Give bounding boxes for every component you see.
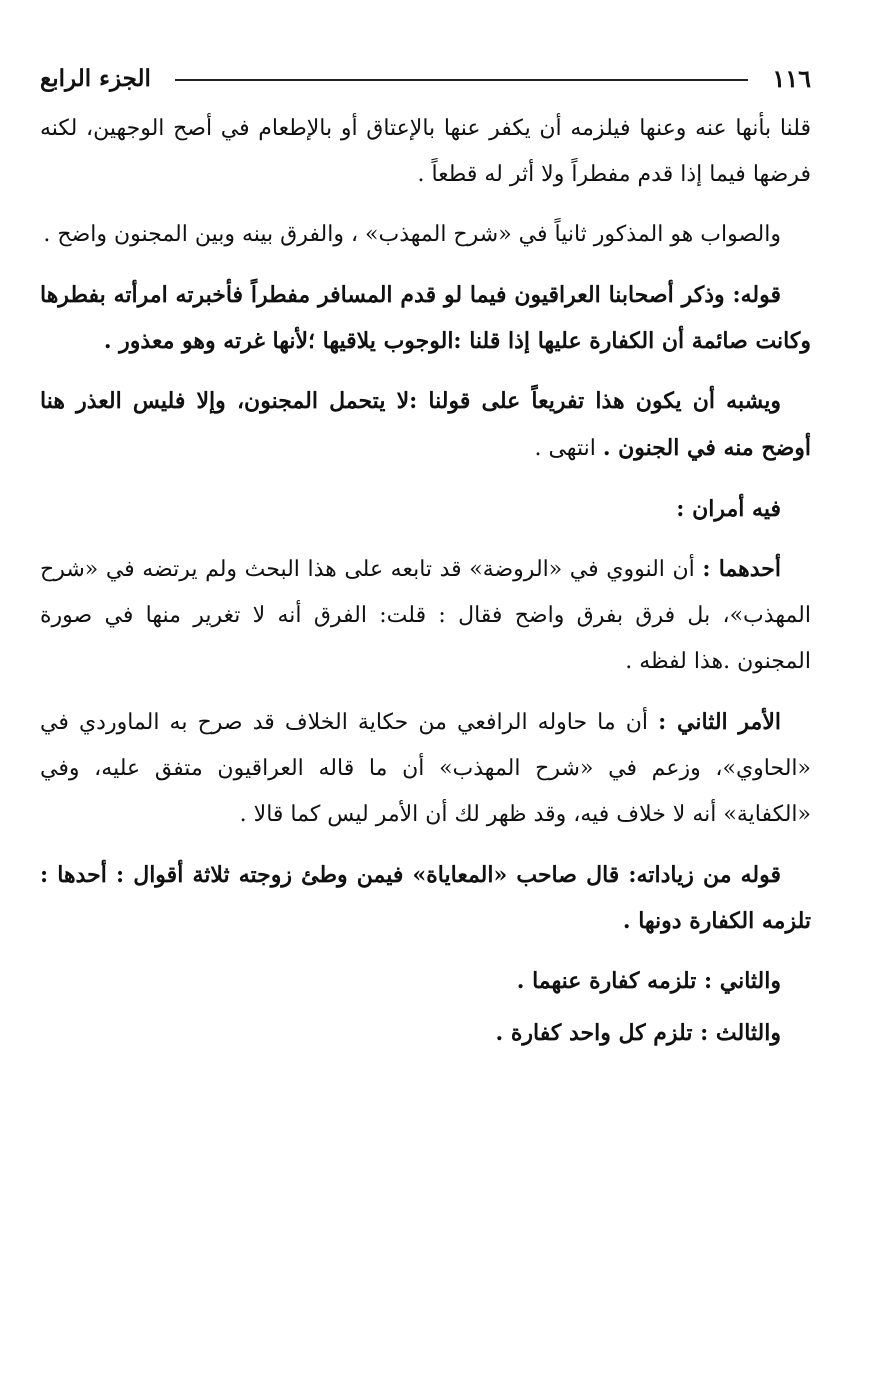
paragraph-lead: الأمر الثاني : xyxy=(658,709,781,735)
paragraph-lead: أحدهما : xyxy=(702,556,781,582)
quoted-paragraph: قوله من زياداته: قال صاحب «المعاياة» فيمن وطئ زوجته ثلاثة أقوال : أحدها : تلزمه الكفارة دونها . xyxy=(40,862,811,934)
paragraph xyxy=(40,699,811,838)
page-number: ١١٦ xyxy=(772,63,811,93)
paragraph xyxy=(40,546,811,685)
paragraph-body: أن النووي في «الروضة» قد تابعه على هذا البحث ولم يرتضه في «شرح المهذب»، بل فرق بفرق واضح فقال : قلت: الفرق أنه لا تغرير منها في صورة المجنون .هذا لفظه . xyxy=(40,557,811,674)
paragraph: والصواب هو المذكور ثانياً في «شرح المهذب» ، والفرق بينه وبين المجنون واضح . xyxy=(43,222,781,247)
paragraph-end: انتهى . xyxy=(534,436,603,461)
section-heading: فيه أمران : xyxy=(676,496,781,522)
list-item: والثاني : تلزمه كفارة عنهما . xyxy=(516,968,781,994)
running-title: الجزء الرابع xyxy=(40,64,151,92)
list-item: والثالث : تلزم كل واحد كفارة . xyxy=(495,1020,781,1046)
header-rule xyxy=(175,79,748,81)
quoted-paragraph: قوله: وذكر أصحابنا العراقيون فيما لو قدم المسافر مفطراً فأخبرته امرأته بفطرها وكانت صائمة أن الكفارة عليها إذا قلنا :الوجوب يلاقيها ؛لأنها غرته وهو معذور . xyxy=(40,282,811,354)
quoted-text: ويشبه أن يكون هذا تفريعاً على قولنا :لا يتحمل المجنون، وإلا فليس العذر هنا أوضح منه في الجنون . xyxy=(40,388,811,461)
paragraph-body: أن ما حاوله الرافعي من حكاية الخلاف قد صرح به الماوردي في «الحاوي»، وزعم في «شرح المهذب» أن ما قاله العراقيون متفق عليه، وفي «الكفاية» أنه لا خلاف فيه، وقد ظهر لك أن الأمر ليس كما قالا . xyxy=(40,710,811,827)
paragraph: قلنا بأنها عنه وعنها فيلزمه أن يكفر عنها بالإعتاق أو بالإطعام في أصح الوجهين، لكنه فرضها فيما إذا قدم مفطراً ولا أثر له قطعاً . xyxy=(40,116,811,187)
paragraph xyxy=(40,378,811,472)
page-header xyxy=(40,58,811,98)
